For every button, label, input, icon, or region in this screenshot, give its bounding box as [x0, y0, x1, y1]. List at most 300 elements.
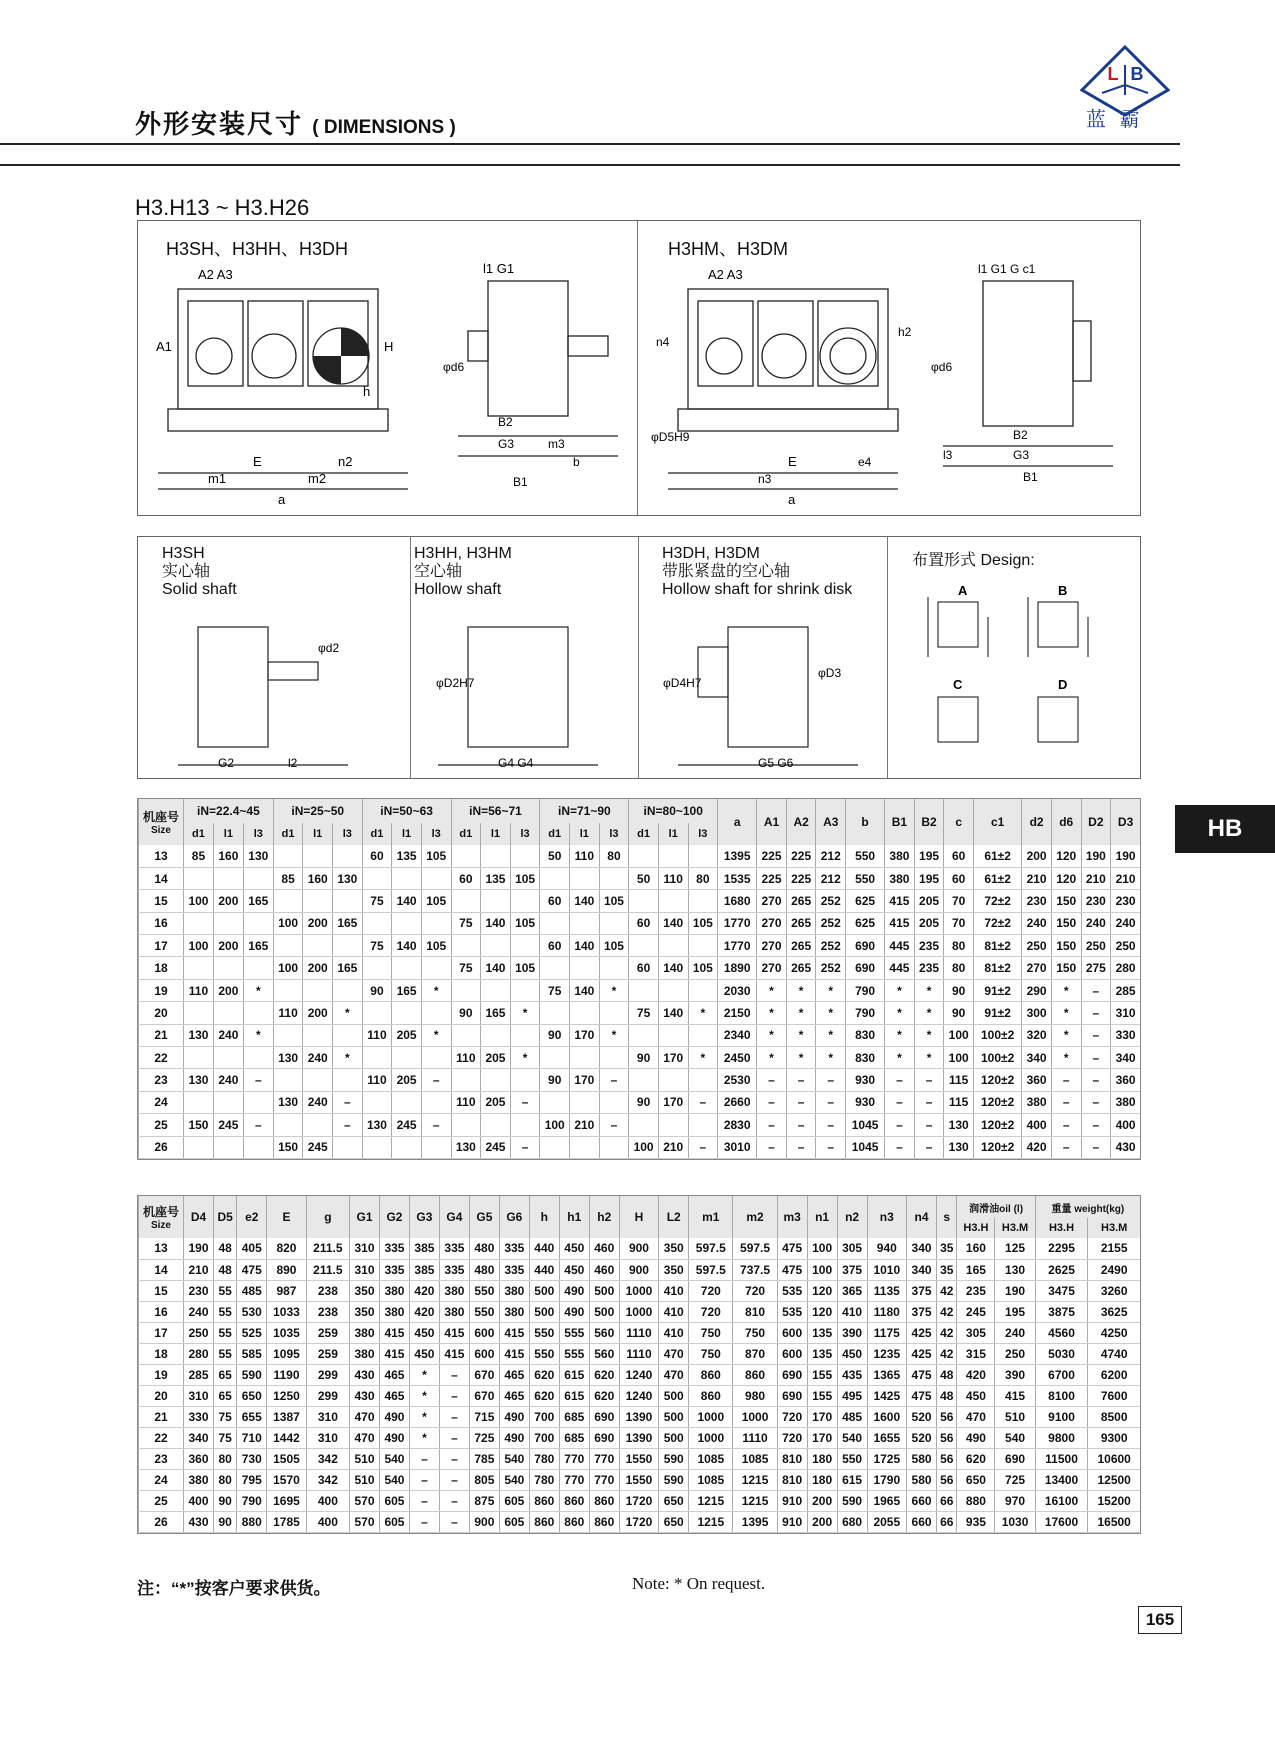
- table-cell: *: [885, 1047, 915, 1069]
- table-cell: 200: [807, 1511, 837, 1532]
- t1-sub-l3: l3: [510, 823, 540, 845]
- table-cell: 210: [184, 1259, 214, 1280]
- table-cell: 1395: [733, 1511, 777, 1532]
- table-cell: *: [786, 1047, 816, 1069]
- drawing-panel-main: [137, 220, 1141, 516]
- table-cell: 299: [306, 1364, 349, 1385]
- table-cell: [658, 1114, 688, 1136]
- table-cell: 750: [689, 1343, 733, 1364]
- table-cell: 70: [944, 890, 974, 912]
- table-cell: 250: [184, 1322, 214, 1343]
- table-cell: 880: [957, 1490, 995, 1511]
- t1-col-B1: B1: [885, 799, 915, 845]
- table-cell: 140: [570, 979, 600, 1001]
- table-cell: –: [510, 1091, 540, 1113]
- table-cell: 670: [469, 1364, 499, 1385]
- table-cell: 1190: [267, 1364, 306, 1385]
- gearbox-side-view-right: [923, 261, 1133, 511]
- table-cell: 400: [1022, 1114, 1052, 1136]
- table-cell: *: [885, 1002, 915, 1024]
- table-cell: [688, 1114, 718, 1136]
- shrink-disk-en: Hollow shaft for shrink disk: [662, 581, 853, 598]
- table-cell: 350: [659, 1259, 689, 1280]
- table-cell: [510, 935, 540, 957]
- svg-text:φD4H7: φD4H7: [663, 676, 702, 690]
- table-cell: 380: [499, 1301, 529, 1322]
- svg-text:φD2H7: φD2H7: [436, 676, 475, 690]
- table-cell: 1030: [995, 1511, 1035, 1532]
- table-cell: 485: [237, 1280, 267, 1301]
- table-cell: [629, 845, 659, 867]
- table-cell: 235: [957, 1280, 995, 1301]
- table-cell: 1035: [267, 1322, 306, 1343]
- table-cell: 520: [907, 1427, 937, 1448]
- t2-col-n1: n1: [807, 1196, 837, 1238]
- table-cell: 130: [944, 1114, 974, 1136]
- table-cell: 540: [499, 1469, 529, 1490]
- svg-text:h: h: [363, 384, 371, 399]
- table-cell: 60: [944, 845, 974, 867]
- table-cell: 160: [957, 1238, 995, 1259]
- size-cell: 19: [139, 979, 184, 1001]
- table-cell: [688, 890, 718, 912]
- table-cell: [333, 1136, 363, 1158]
- table-cell: 1033: [267, 1301, 306, 1322]
- t1-col-B2: B2: [914, 799, 944, 845]
- table-cell: 342: [306, 1448, 349, 1469]
- size-cell: 21: [139, 1024, 184, 1046]
- table-cell: [481, 890, 511, 912]
- table-cell: 1240: [619, 1364, 658, 1385]
- table-cell: 3260: [1088, 1280, 1140, 1301]
- table-cell: 655: [237, 1406, 267, 1427]
- table-cell: 415: [499, 1322, 529, 1343]
- table-cell: 445: [885, 957, 915, 979]
- design-arrangement-diagram: [908, 577, 1128, 772]
- table-cell: 1442: [267, 1427, 306, 1448]
- table-cell: [629, 1024, 659, 1046]
- table-cell: 130: [944, 1136, 974, 1158]
- table-cell: 440: [529, 1259, 559, 1280]
- table-cell: 16500: [1088, 1511, 1140, 1532]
- table-cell: [570, 1091, 600, 1113]
- table-cell: 430: [1111, 1136, 1140, 1158]
- table-cell: [570, 957, 600, 979]
- t1-sub-l3: l3: [599, 823, 629, 845]
- design-label-b: B: [1058, 583, 1068, 598]
- dimension-table-1: [137, 798, 1141, 1160]
- table-cell: *: [243, 1024, 273, 1046]
- table-cell: 525: [237, 1322, 267, 1343]
- table-cell: 780: [529, 1469, 559, 1490]
- table-cell: –: [1081, 1136, 1111, 1158]
- table-cell: [362, 1002, 392, 1024]
- size-cell: 22: [139, 1427, 184, 1448]
- table-cell: [451, 890, 481, 912]
- table-cell: 480: [469, 1259, 499, 1280]
- table-cell: *: [816, 979, 846, 1001]
- table-cell: 900: [619, 1259, 658, 1280]
- table-row: [139, 1322, 1141, 1343]
- table-cell: 205: [392, 1024, 422, 1046]
- table-cell: 210: [1081, 867, 1111, 889]
- table-cell: *: [688, 1047, 718, 1069]
- table-cell: 860: [529, 1511, 559, 1532]
- table-cell: 475: [907, 1364, 937, 1385]
- table-row: [139, 890, 1141, 912]
- table-cell: 790: [846, 979, 885, 1001]
- table-cell: [481, 935, 511, 957]
- table-row: [139, 1469, 1141, 1490]
- table-row: [139, 1427, 1141, 1448]
- table-cell: 820: [267, 1238, 306, 1259]
- table-cell: 500: [659, 1406, 689, 1427]
- table-cell: [599, 957, 629, 979]
- table-cell: 75: [451, 957, 481, 979]
- design-label-d: D: [1058, 677, 1068, 692]
- svg-text:B: B: [1130, 64, 1144, 84]
- table-cell: 730: [237, 1448, 267, 1469]
- table-cell: 135: [807, 1322, 837, 1343]
- table-cell: 240: [995, 1322, 1035, 1343]
- table-cell: 540: [499, 1448, 529, 1469]
- size-cell: 26: [139, 1136, 184, 1158]
- table-cell: 500: [589, 1280, 619, 1301]
- table-cell: [451, 935, 481, 957]
- table-cell: 110: [451, 1091, 481, 1113]
- table-cell: 670: [469, 1385, 499, 1406]
- table-cell: 410: [659, 1280, 689, 1301]
- table-cell: 1215: [689, 1511, 733, 1532]
- table-cell: 135: [392, 845, 422, 867]
- table-cell: 380: [184, 1469, 214, 1490]
- table-cell: 900: [469, 1511, 499, 1532]
- table-cell: 150: [273, 1136, 303, 1158]
- table-cell: 690: [589, 1406, 619, 1427]
- t2-col-e: E: [267, 1196, 306, 1238]
- table-cell: –: [439, 1406, 469, 1427]
- table-cell: –: [409, 1469, 439, 1490]
- table-cell: 495: [837, 1385, 867, 1406]
- table-cell: 85: [184, 845, 214, 867]
- table-cell: 460: [589, 1259, 619, 1280]
- table-cell: 470: [659, 1364, 689, 1385]
- table-cell: 1000: [733, 1406, 777, 1427]
- svg-text:A2 A3: A2 A3: [198, 267, 233, 282]
- table-cell: 9300: [1088, 1427, 1140, 1448]
- table-row: [139, 957, 1141, 979]
- drawing-panel-shafts: [137, 536, 1141, 779]
- t1-col-c1: c1: [973, 799, 1021, 845]
- table-cell: 1550: [619, 1469, 658, 1490]
- table-cell: 625: [846, 912, 885, 934]
- table-cell: 470: [957, 1406, 995, 1427]
- table-cell: 115: [944, 1091, 974, 1113]
- table-cell: 500: [659, 1427, 689, 1448]
- table-cell: *: [599, 1024, 629, 1046]
- table-cell: [599, 867, 629, 889]
- table-cell: 380: [439, 1301, 469, 1322]
- table-cell: 80: [213, 1448, 236, 1469]
- table-cell: 795: [237, 1469, 267, 1490]
- table-cell: *: [786, 979, 816, 1001]
- t1-sub-l1: l1: [481, 823, 511, 845]
- table-cell: 210: [1111, 867, 1140, 889]
- table-cell: [243, 1136, 273, 1158]
- table-cell: –: [439, 1469, 469, 1490]
- shrink-disk-cn: 带胀紧盘的空心轴: [662, 563, 791, 580]
- table-cell: 265: [786, 890, 816, 912]
- table-cell: [658, 935, 688, 957]
- table-cell: 470: [350, 1427, 380, 1448]
- table-cell: 280: [1111, 957, 1140, 979]
- table-cell: *: [688, 1002, 718, 1024]
- table-cell: –: [816, 1091, 846, 1113]
- table-cell: [658, 979, 688, 1001]
- table-cell: [184, 912, 214, 934]
- table-cell: 13400: [1035, 1469, 1088, 1490]
- table-cell: 240: [213, 1024, 243, 1046]
- table-cell: [184, 1136, 214, 1158]
- t1-sub-l1: l1: [303, 823, 333, 845]
- t2-weight-header: 重量 weight(kg): [1035, 1196, 1140, 1218]
- table-cell: 225: [757, 867, 787, 889]
- table-cell: –: [786, 1091, 816, 1113]
- table-cell: 42: [937, 1301, 957, 1322]
- table-cell: *: [243, 979, 273, 1001]
- table-cell: [421, 1002, 451, 1024]
- table-cell: 300: [1022, 1002, 1052, 1024]
- table-cell: 130: [995, 1259, 1035, 1280]
- table-cell: [451, 1114, 481, 1136]
- table-cell: 715: [469, 1406, 499, 1427]
- table-cell: 1965: [867, 1490, 906, 1511]
- table-cell: 42: [937, 1343, 957, 1364]
- table-cell: 310: [306, 1406, 349, 1427]
- t2-col-h2: h2: [589, 1196, 619, 1238]
- table-cell: 465: [499, 1385, 529, 1406]
- table-cell: 450: [957, 1385, 995, 1406]
- table-cell: 405: [237, 1238, 267, 1259]
- t1-sub-l1: l1: [658, 823, 688, 845]
- t2-col-g: g: [306, 1196, 349, 1238]
- svg-text:l1 G1: l1 G1: [483, 261, 515, 276]
- t1-group-4: iN=71~90: [540, 799, 629, 823]
- table-cell: [213, 1136, 243, 1158]
- solid-shaft-caption: [162, 545, 237, 599]
- table-cell: 48: [213, 1259, 236, 1280]
- table-cell: 105: [510, 867, 540, 889]
- table-cell: 75: [540, 979, 570, 1001]
- table-cell: [481, 845, 511, 867]
- t2-col-m1: m1: [689, 1196, 733, 1238]
- table-cell: 860: [689, 1364, 733, 1385]
- table-cell: –: [439, 1427, 469, 1448]
- table-cell: 270: [1022, 957, 1052, 979]
- t2-col-n3: n3: [867, 1196, 906, 1238]
- table-cell: [481, 1114, 511, 1136]
- table-cell: 60: [540, 890, 570, 912]
- table-cell: 200: [1022, 845, 1052, 867]
- table-cell: 860: [689, 1385, 733, 1406]
- table-cell: 510: [350, 1469, 380, 1490]
- table-cell: 100: [540, 1114, 570, 1136]
- t2-col-e2: e2: [237, 1196, 267, 1238]
- table-cell: 252: [816, 935, 846, 957]
- table-cell: *: [816, 1047, 846, 1069]
- table-cell: 195: [995, 1301, 1035, 1322]
- table-cell: [599, 1002, 629, 1024]
- size-cell: 26: [139, 1511, 184, 1532]
- table-row: [139, 1069, 1141, 1091]
- table-cell: 66: [937, 1490, 957, 1511]
- t2-col-h: H: [619, 1196, 658, 1238]
- header-rule-top: [0, 143, 1180, 145]
- t1-col-d2: d2: [1022, 799, 1052, 845]
- table-cell: 190: [184, 1238, 214, 1259]
- table-cell: 1085: [689, 1448, 733, 1469]
- table-cell: 1770: [718, 935, 757, 957]
- svg-text:B1: B1: [1023, 470, 1038, 484]
- panel-left-title: H3SH、H3HH、H3DH: [166, 239, 349, 259]
- table-cell: 620: [529, 1364, 559, 1385]
- table-cell: 195: [914, 867, 944, 889]
- table-cell: 80: [213, 1469, 236, 1490]
- table-cell: 265: [786, 957, 816, 979]
- table-cell: 56: [937, 1448, 957, 1469]
- table-cell: [510, 1069, 540, 1091]
- table-cell: 17600: [1035, 1511, 1088, 1532]
- table-cell: *: [914, 979, 944, 1001]
- table-cell: –: [816, 1114, 846, 1136]
- gearbox-side-view-left: [438, 261, 628, 511]
- table-cell: 400: [306, 1490, 349, 1511]
- table-cell: [362, 1047, 392, 1069]
- table-cell: 940: [867, 1238, 906, 1259]
- section-tab-hb: HB: [1175, 805, 1275, 853]
- table-cell: 340: [184, 1427, 214, 1448]
- table-cell: 475: [237, 1259, 267, 1280]
- table-cell: 475: [777, 1238, 807, 1259]
- table-cell: –: [757, 1136, 787, 1158]
- table-cell: [629, 979, 659, 1001]
- table-cell: 685: [559, 1427, 589, 1448]
- svg-text:A2 A3: A2 A3: [708, 267, 743, 282]
- table-cell: 140: [658, 957, 688, 979]
- table-cell: 1000: [619, 1301, 658, 1322]
- table-cell: 930: [846, 1069, 885, 1091]
- table-cell: 810: [777, 1448, 807, 1469]
- svg-text:b: b: [573, 455, 580, 469]
- table-cell: 170: [570, 1024, 600, 1046]
- table-cell: [540, 957, 570, 979]
- table-cell: 110: [451, 1047, 481, 1069]
- t1-col-a: a: [718, 799, 757, 845]
- table-cell: 130: [362, 1114, 392, 1136]
- table-cell: 200: [303, 957, 333, 979]
- shrink-disk-drawing: [658, 617, 878, 777]
- table-cell: 375: [837, 1259, 867, 1280]
- table-cell: –: [333, 1091, 363, 1113]
- table-cell: 245: [957, 1301, 995, 1322]
- table-cell: 130: [273, 1091, 303, 1113]
- table-cell: 430: [350, 1364, 380, 1385]
- table-cell: 170: [807, 1427, 837, 1448]
- t2-oil-header: 润滑油oil (l): [957, 1196, 1035, 1218]
- table-cell: 790: [237, 1490, 267, 1511]
- table-cell: 290: [1022, 979, 1052, 1001]
- table-cell: 160: [303, 867, 333, 889]
- t2-col-g4: G4: [439, 1196, 469, 1238]
- table-cell: [451, 979, 481, 1001]
- table-cell: [243, 912, 273, 934]
- table-cell: 210: [1022, 867, 1052, 889]
- svg-text:G3: G3: [1013, 448, 1030, 462]
- table-cell: 690: [995, 1448, 1035, 1469]
- table-cell: –: [914, 1136, 944, 1158]
- table-cell: 240: [1081, 912, 1111, 934]
- table-cell: 340: [1022, 1047, 1052, 1069]
- table-cell: 1175: [867, 1322, 906, 1343]
- table-cell: [333, 1069, 363, 1091]
- table-cell: 570: [350, 1511, 380, 1532]
- size-cell: 17: [139, 935, 184, 957]
- table-cell: 1215: [689, 1490, 733, 1511]
- table-cell: 870: [733, 1343, 777, 1364]
- table-cell: [688, 935, 718, 957]
- table-cell: 780: [529, 1448, 559, 1469]
- table-cell: 500: [589, 1301, 619, 1322]
- table-cell: 70: [944, 912, 974, 934]
- table-cell: 2030: [718, 979, 757, 1001]
- table-cell: 335: [499, 1238, 529, 1259]
- table-cell: 1550: [619, 1448, 658, 1469]
- table-cell: –: [688, 1136, 718, 1158]
- table-cell: 605: [499, 1511, 529, 1532]
- table-cell: [629, 935, 659, 957]
- table-cell: 48: [213, 1238, 236, 1259]
- svg-text:G5 G6: G5 G6: [758, 756, 794, 770]
- table-cell: [213, 912, 243, 934]
- table-cell: 1085: [689, 1469, 733, 1490]
- table-cell: [570, 867, 600, 889]
- table-cell: 540: [995, 1427, 1035, 1448]
- table-cell: 210: [658, 1136, 688, 1158]
- page-number: 165: [1138, 1606, 1182, 1634]
- table-row: [139, 867, 1141, 889]
- table-cell: 2450: [718, 1047, 757, 1069]
- table-cell: 190: [995, 1280, 1035, 1301]
- table-cell: *: [409, 1406, 439, 1427]
- table-cell: 8100: [1035, 1385, 1088, 1406]
- table-cell: 660: [907, 1490, 937, 1511]
- table-cell: 259: [306, 1322, 349, 1343]
- table-cell: 700: [529, 1427, 559, 1448]
- table-cell: [303, 1069, 333, 1091]
- table-cell: 860: [559, 1511, 589, 1532]
- table-cell: 110: [184, 979, 214, 1001]
- table-cell: 56: [937, 1406, 957, 1427]
- table-cell: 6200: [1088, 1364, 1140, 1385]
- t1-sub-l3: l3: [421, 823, 451, 845]
- table-cell: 100: [807, 1259, 837, 1280]
- size-cell: 18: [139, 957, 184, 979]
- table-cell: [303, 1024, 333, 1046]
- table-cell: 2490: [1088, 1259, 1140, 1280]
- table-cell: 805: [469, 1469, 499, 1490]
- table-cell: 90: [451, 1002, 481, 1024]
- table-cell: 270: [757, 912, 787, 934]
